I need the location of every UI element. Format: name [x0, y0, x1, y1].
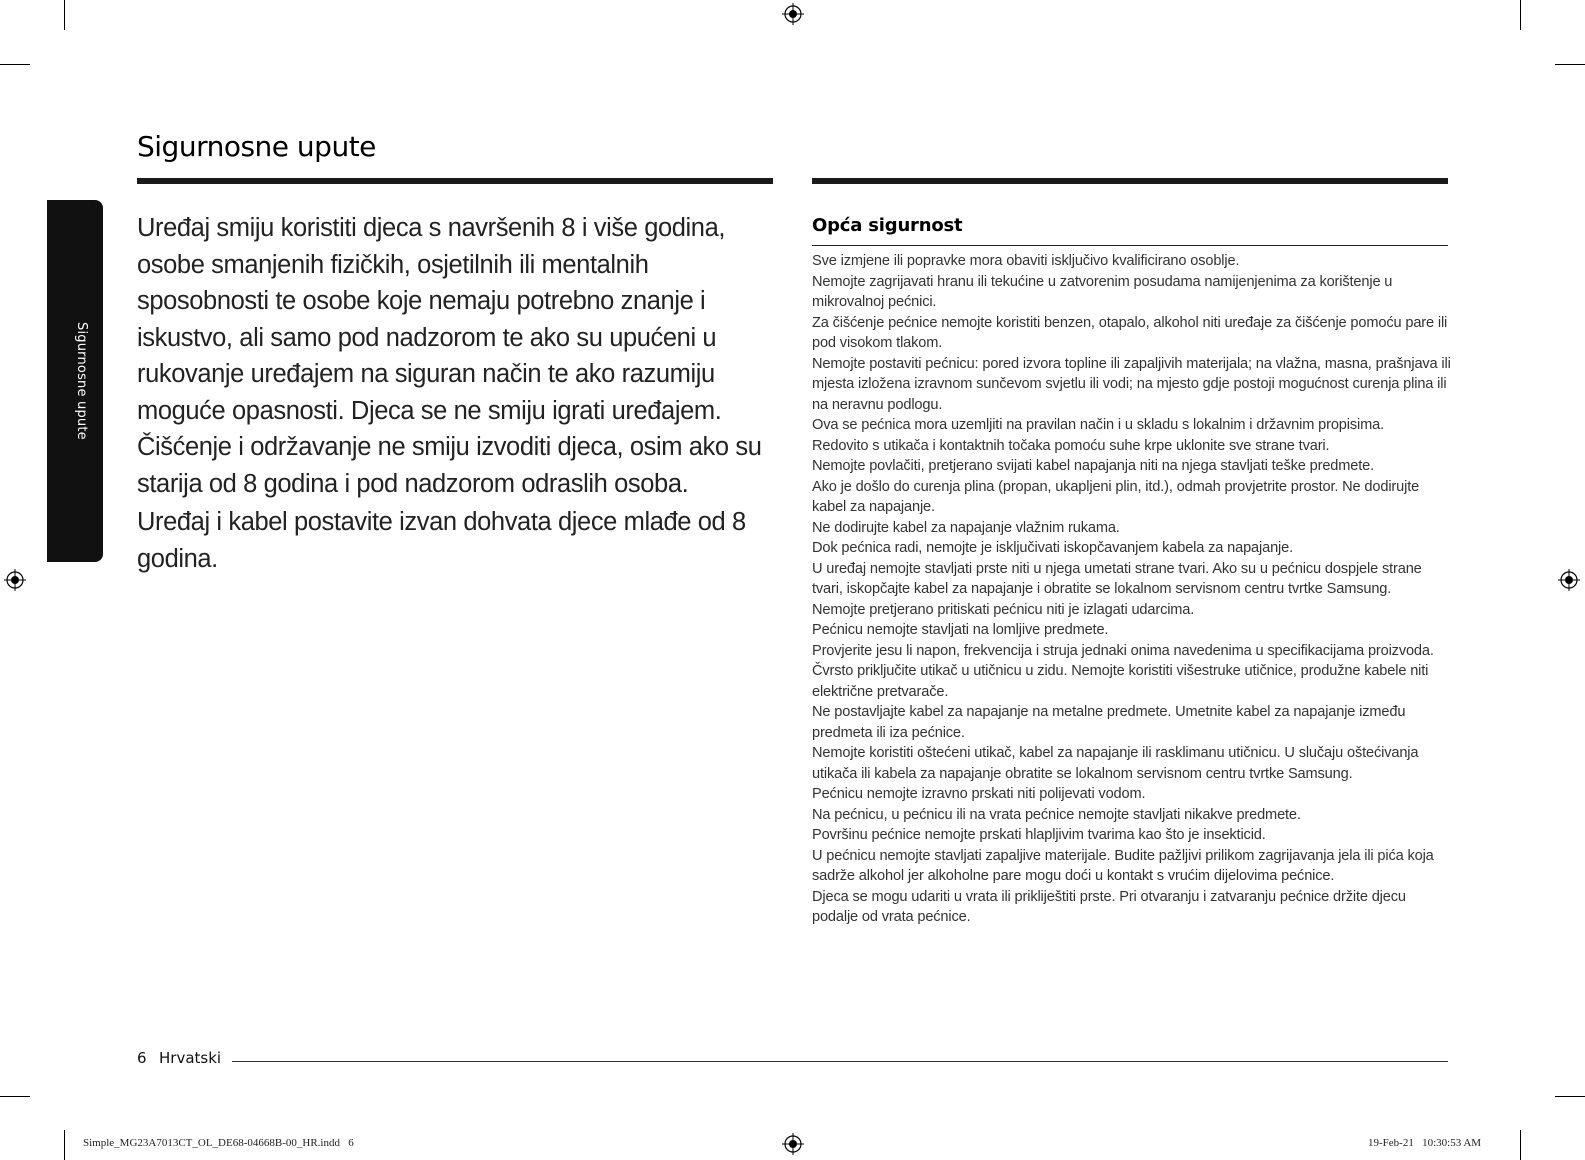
- crop-mark: [0, 1096, 30, 1097]
- print-slug-file: Simple_MG23A7013CT_OL_DE68-04668B-00_HR.indd 6: [83, 1137, 354, 1149]
- crop-mark: [1555, 64, 1585, 65]
- registration-mark-icon: [4, 569, 26, 591]
- crop-mark: [64, 0, 65, 30]
- header-rule-right: [812, 178, 1448, 184]
- list-item: Provjerite jesu li napon, frekvencija i struja jednaki onima navedenima u specifikacijama proizvoda.: [812, 642, 1434, 659]
- list-item: Redovito s utikača i kontaktnih točaka pomoću suhe krpe uklonite sve strane tvari.: [812, 437, 1330, 454]
- list-item: Ne dodirujte kabel za napajanje vlažnim rukama.: [812, 519, 1120, 536]
- print-slug-timestamp: 19-Feb-21 10:30:53 AM: [1368, 1137, 1482, 1149]
- list-item: Dok pećnica radi, nemojte je isključivati iskopčavanjem kabela za napajanje.: [812, 540, 1293, 556]
- footer-rule: [232, 1061, 1448, 1062]
- list-item: Nemojte povlačiti, pretjerano svijati kabel napajanja niti na njega stavljati teške predmete.: [812, 458, 1375, 474]
- list-item: Nemojte pretjerano pritiskati pećnicu niti je izlagati udarcima.: [812, 601, 1195, 618]
- registration-mark-icon: [782, 1133, 804, 1155]
- list-item: Za čišćenje pećnice nemojte koristiti benzen, otapalo, alkohol niti uređaje za čišćenje pomoću pare ili pod visokom tlakom.: [812, 314, 1448, 351]
- list-item: Ova se pećnica mora uzemljiti na pravilan način i u skladu s lokalnim i državnim propisima.: [812, 417, 1384, 433]
- list-item: Ne postavljajte kabel za napajanje na metalne predmete. Umetnite kabel za napajanje između predmeta ili iza pećnice.: [812, 704, 1406, 741]
- crop-mark: [1520, 0, 1521, 30]
- side-tab-label: Sigurnosne upute: [74, 322, 89, 440]
- list-item: U uređaj nemojte stavljati prste niti u njega umetati strane tvari. Ako su u pećnicu dospjele strane tvari, iskopčajte kabel za napajanje i obratite se lokalnom servisnom centru tvrtke Samsung.: [812, 560, 1422, 597]
- child-safety-text: [137, 210, 777, 579]
- crop-mark: [1555, 1096, 1585, 1097]
- crop-mark: [1520, 1130, 1521, 1160]
- section-rule: [812, 245, 1448, 246]
- list-item: Površinu pećnice nemojte prskati hlapljivim tvarima kao što je insekticid.: [812, 827, 1266, 843]
- crop-mark: [0, 64, 30, 65]
- list-item: Na pećnicu, u pećnicu ili na vrata pećnice nemojte stavljati nikakve predmete.: [812, 806, 1301, 823]
- list-item: Pećnicu nemojte stavljati na lomljive predmete.: [812, 622, 1109, 638]
- list-item: Nemojte koristiti oštećeni utikač, kabel za napajanje ili rasklimanu utičnicu. U slučaju oštećivanja utikača ili kabela za napajanje obratite se lokalnom servisnom centru tvrtke Samsung.: [812, 745, 1419, 782]
- registration-mark-icon: [1558, 569, 1580, 591]
- header-rule-left: [137, 178, 773, 184]
- list-item: Pećnicu nemojte izravno prskati niti polijevati vodom.: [812, 786, 1146, 802]
- general-safety-list: [812, 251, 1452, 928]
- crop-mark: [64, 1130, 65, 1160]
- list-item: Nemojte postaviti pećnicu: pored izvora topline ili zapaljivih materijala; na vlažna, masna, prašnjava ili mjesta izložena izravnom sunčevom svjetlu ili vodi; na mjesto gdje postoji mogućnost curenja plina ili na neravnu podlogu.: [812, 355, 1451, 413]
- list-item: U pećnicu nemojte stavljati zapaljive materijale. Budite pažljivi prilikom zagrijavanja jela ili pića koja sadrže alkohol jer alkoholne pare mogu doći u kontakt s vrućim dijelovima pećnice.: [812, 847, 1434, 884]
- list-item: Sve izmjene ili popravke mora obaviti isključivo kvalificirano osoblje.: [812, 253, 1240, 269]
- list-item: Ako je došlo do curenja plina (propan, ukapljeni plin, itd.), odmah provjetrite prostor. Ne dodirujte kabel za napajanje.: [812, 478, 1420, 515]
- list-item: Djeca se mogu udariti u vrata ili prikliještiti prste. Pri otvaranju i zatvaranju pećnice držite djecu podalje od vrata pećnice.: [812, 888, 1406, 925]
- registration-mark-icon: [782, 3, 804, 25]
- footer-language: Hrvatski: [159, 1049, 222, 1067]
- list-item: Čvrsto priključite utikač u utičnicu u zidu. Nemojte koristiti višestruke utičnice, produžne kabele niti električne pretvarače.: [812, 663, 1429, 700]
- list-item: Nemojte zagrijavati hranu ili tekućine u zatvorenim posudama namijenjenima za korištenje u mikrovalnoj pećnici.: [812, 273, 1393, 310]
- paragraph: Uređaj i kabel postavite izvan dohvata djece mlađe od 8 godina.: [137, 508, 746, 573]
- paragraph: Uređaj smiju koristiti djeca s navršenih 8 i više godina, osobe smanjenih fizičkih, osjetilnih ili mentalnih sposobnosti te osobe koje nemaju potrebno znanje i iskustvo, ali samo pod nadzorom te ako su upućeni u rukovanje uređajem na siguran način te ako razumiju moguće opasnosti. Djeca se ne smiju igrati uređajem. Čišćenje i održavanje ne smiju izvoditi djeca, osim ako su starija od 8 godina i pod nadzorom odraslih osoba.: [137, 214, 762, 498]
- page-number: 6: [137, 1049, 147, 1067]
- page-title: Sigurnosne upute: [137, 130, 376, 163]
- section-heading: Opća sigurnost: [812, 215, 963, 236]
